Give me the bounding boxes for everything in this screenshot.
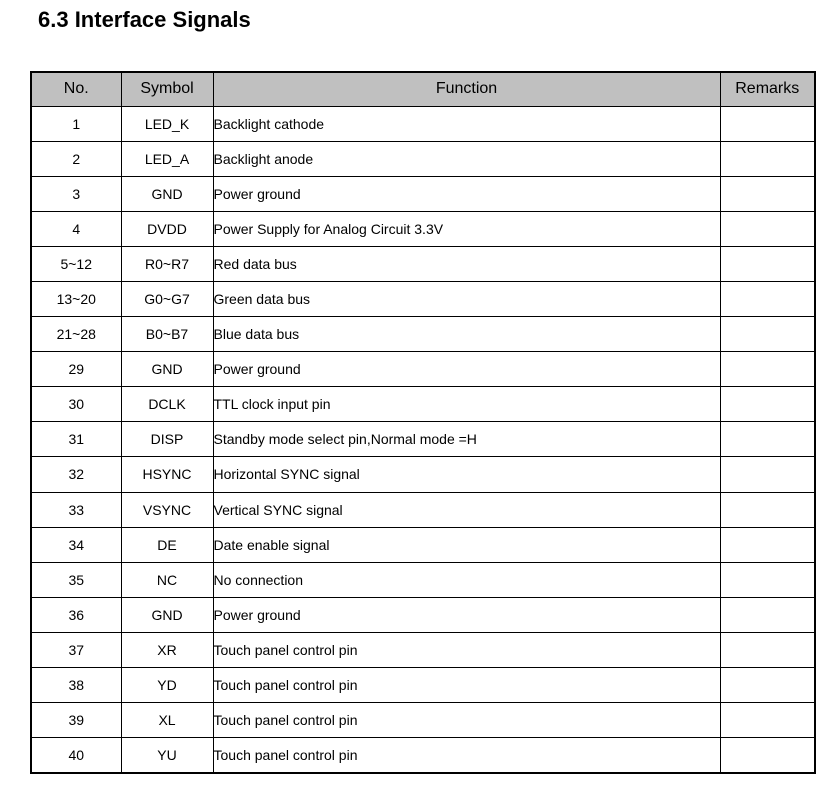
cell-symbol: LED_K (121, 106, 213, 141)
cell-no: 5~12 (31, 246, 121, 281)
cell-symbol: DISP (121, 422, 213, 457)
cell-no: 32 (31, 457, 121, 492)
cell-function: Touch panel control pin (213, 738, 720, 773)
table-row (31, 597, 815, 632)
cell-no: 4 (31, 211, 121, 246)
interface-signals-table (30, 71, 816, 774)
cell-remarks (720, 281, 815, 316)
cell-symbol: VSYNC (121, 492, 213, 527)
cell-function: Vertical SYNC signal (213, 492, 720, 527)
cell-function: Backlight anode (213, 141, 720, 176)
cell-remarks (720, 632, 815, 667)
table-row (31, 422, 815, 457)
cell-remarks (720, 668, 815, 703)
table-row (31, 457, 815, 492)
table-row (31, 632, 815, 667)
cell-no: 35 (31, 562, 121, 597)
table-row (31, 703, 815, 738)
cell-function: Red data bus (213, 246, 720, 281)
cell-no: 2 (31, 141, 121, 176)
cell-symbol: YU (121, 738, 213, 773)
cell-remarks (720, 422, 815, 457)
table-row (31, 176, 815, 211)
cell-remarks (720, 562, 815, 597)
table-row (31, 352, 815, 387)
cell-remarks (720, 492, 815, 527)
cell-symbol: DCLK (121, 387, 213, 422)
cell-function: Green data bus (213, 281, 720, 316)
header-no: No. (31, 72, 121, 106)
cell-remarks (720, 141, 815, 176)
cell-no: 33 (31, 492, 121, 527)
table-row (31, 211, 815, 246)
table-header-row (31, 72, 815, 106)
header-symbol: Symbol (121, 72, 213, 106)
table-row (31, 317, 815, 352)
cell-symbol: XL (121, 703, 213, 738)
cell-no: 31 (31, 422, 121, 457)
table-row (31, 246, 815, 281)
cell-symbol: B0~B7 (121, 317, 213, 352)
table-row (31, 106, 815, 141)
cell-remarks (720, 246, 815, 281)
cell-symbol: XR (121, 632, 213, 667)
cell-function: Blue data bus (213, 317, 720, 352)
cell-symbol: GND (121, 597, 213, 632)
cell-function: Power ground (213, 597, 720, 632)
cell-symbol: GND (121, 176, 213, 211)
table-row (31, 492, 815, 527)
cell-no: 21~28 (31, 317, 121, 352)
cell-symbol: LED_A (121, 141, 213, 176)
cell-no: 39 (31, 703, 121, 738)
cell-no: 34 (31, 527, 121, 562)
cell-no: 1 (31, 106, 121, 141)
cell-no: 29 (31, 352, 121, 387)
cell-function: Standby mode select pin,Normal mode =H (213, 422, 720, 457)
header-remarks: Remarks (720, 72, 815, 106)
table-row (31, 141, 815, 176)
cell-remarks (720, 703, 815, 738)
cell-no: 40 (31, 738, 121, 773)
cell-function: TTL clock input pin (213, 387, 720, 422)
cell-remarks (720, 317, 815, 352)
cell-remarks (720, 352, 815, 387)
cell-function: Power Supply for Analog Circuit 3.3V (213, 211, 720, 246)
table-row (31, 738, 815, 773)
cell-function: Touch panel control pin (213, 703, 720, 738)
cell-symbol: GND (121, 352, 213, 387)
table-row (31, 527, 815, 562)
cell-symbol: NC (121, 562, 213, 597)
cell-function: Touch panel control pin (213, 632, 720, 667)
cell-remarks (720, 176, 815, 211)
cell-remarks (720, 738, 815, 773)
cell-remarks (720, 211, 815, 246)
cell-symbol: R0~R7 (121, 246, 213, 281)
cell-no: 3 (31, 176, 121, 211)
cell-symbol: DVDD (121, 211, 213, 246)
cell-remarks (720, 387, 815, 422)
cell-function: Touch panel control pin (213, 668, 720, 703)
cell-no: 38 (31, 668, 121, 703)
cell-remarks (720, 457, 815, 492)
cell-function: Date enable signal (213, 527, 720, 562)
table-row (31, 668, 815, 703)
cell-symbol: HSYNC (121, 457, 213, 492)
cell-symbol: YD (121, 668, 213, 703)
cell-no: 37 (31, 632, 121, 667)
cell-symbol: DE (121, 527, 213, 562)
cell-remarks (720, 527, 815, 562)
cell-function: Backlight cathode (213, 106, 720, 141)
table-row (31, 387, 815, 422)
section-title: 6.3 Interface Signals (38, 7, 251, 32)
cell-symbol: G0~G7 (121, 281, 213, 316)
cell-function: Horizontal SYNC signal (213, 457, 720, 492)
table-row (31, 562, 815, 597)
cell-function: No connection (213, 562, 720, 597)
cell-function: Power ground (213, 352, 720, 387)
table-row (31, 281, 815, 316)
cell-remarks (720, 106, 815, 141)
cell-no: 36 (31, 597, 121, 632)
header-function: Function (213, 72, 720, 106)
cell-no: 13~20 (31, 281, 121, 316)
cell-remarks (720, 597, 815, 632)
cell-no: 30 (31, 387, 121, 422)
cell-function: Power ground (213, 176, 720, 211)
